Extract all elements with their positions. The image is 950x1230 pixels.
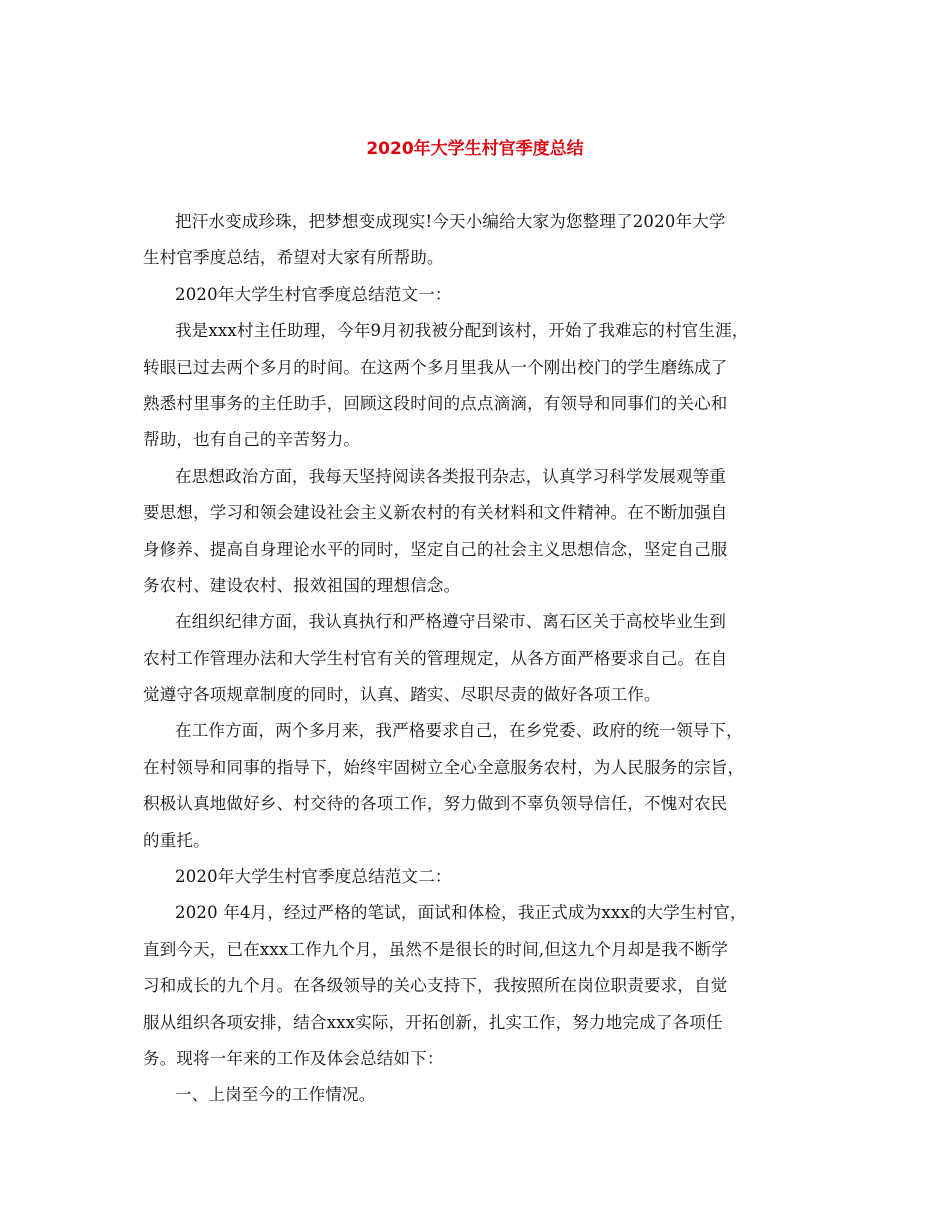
text-line: 2020 年4月，经过严格的笔试，面试和体检，我正式成为xxx的大学生村官， bbox=[175, 903, 747, 923]
text-line: 我是xxx村主任助理，今年9月初我被分配到该村，开始了我难忘的村官生涯， bbox=[175, 321, 749, 341]
text-line: 在村领导和同事的指导下，始终牢固树立全心全意服务农村，为人民服务的宗旨， bbox=[143, 757, 745, 777]
text-line: 觉遵守各项规章制度的同时，认真、踏实、尽职尽责的做好各项工作。 bbox=[143, 685, 661, 705]
text-line: 习和成长的九个月。在各级领导的关心支持下，我按照所在岗位职责要求，自觉 bbox=[143, 976, 728, 996]
text-line: 2020年大学生村官季度总结范文二： bbox=[175, 867, 452, 887]
text-line: 务。现将一年来的工作及体会总结如下： bbox=[143, 1048, 444, 1068]
text-line: 积极认真地做好乡、村交待的各项工作，努力做到不辜负领导信任，不愧对农民 bbox=[143, 794, 728, 814]
text-line: 转眼已过去两个多月的时间。在这两个多月里我从一个刚出校门的学生磨练成了 bbox=[143, 357, 728, 377]
text-line: 2020年大学生村官季度总结范文一： bbox=[175, 284, 452, 304]
text-line: 在工作方面，两个多月来，我严格要求自己，在乡党委、政府的统一领导下， bbox=[175, 721, 743, 741]
text-line: 生村官季度总结，希望对大家有所帮助。 bbox=[143, 248, 444, 268]
text-line: 务农村、建设农村、报效祖国的理想信念。 bbox=[143, 575, 461, 595]
document-title: 2020年大学生村官季度总结 bbox=[366, 139, 584, 159]
text-line: 在思想政治方面，我每天坚持阅读各类报刊杂志，认真学习科学发展观等重 bbox=[175, 466, 727, 486]
text-line: 帮助，也有自己的辛苦努力。 bbox=[143, 430, 361, 450]
text-line: 农村工作管理办法和大学生村官有关的管理规定，从各方面严格要求自己。在自 bbox=[143, 648, 728, 668]
text-line: 熟悉村里事务的主任助手，回顾这段时间的点点滴滴，有领导和同事们的关心和 bbox=[143, 393, 728, 413]
text-line: 身修养、提高自身理论水平的同时，坚定自己的社会主义思想信念，坚定自己服 bbox=[143, 539, 728, 559]
document-body bbox=[143, 204, 843, 1114]
text-line: 直到今天，已在xxx工作九个月，虽然不是很长的时间,但这九个月却是我不断学 bbox=[143, 939, 729, 959]
text-line: 的重托。 bbox=[143, 830, 210, 850]
text-line: 要思想，学习和领会建设社会主义新农村的有关材料和文件精神。在不断加强自 bbox=[143, 503, 728, 523]
text-line: 在组织纪律方面，我认真执行和严格遵守吕梁市、离石区关于高校毕业生到 bbox=[175, 612, 727, 632]
text-line: 把汗水变成珍珠，把梦想变成现实!今天小编给大家为您整理了2020年大学 bbox=[175, 212, 726, 231]
text-line: 服从组织各项安排，结合xxx实际，开拓创新，扎实工作，努力地完成了各项任 bbox=[143, 1012, 723, 1032]
text-line: 一、上岗至今的工作情况。 bbox=[175, 1085, 376, 1105]
